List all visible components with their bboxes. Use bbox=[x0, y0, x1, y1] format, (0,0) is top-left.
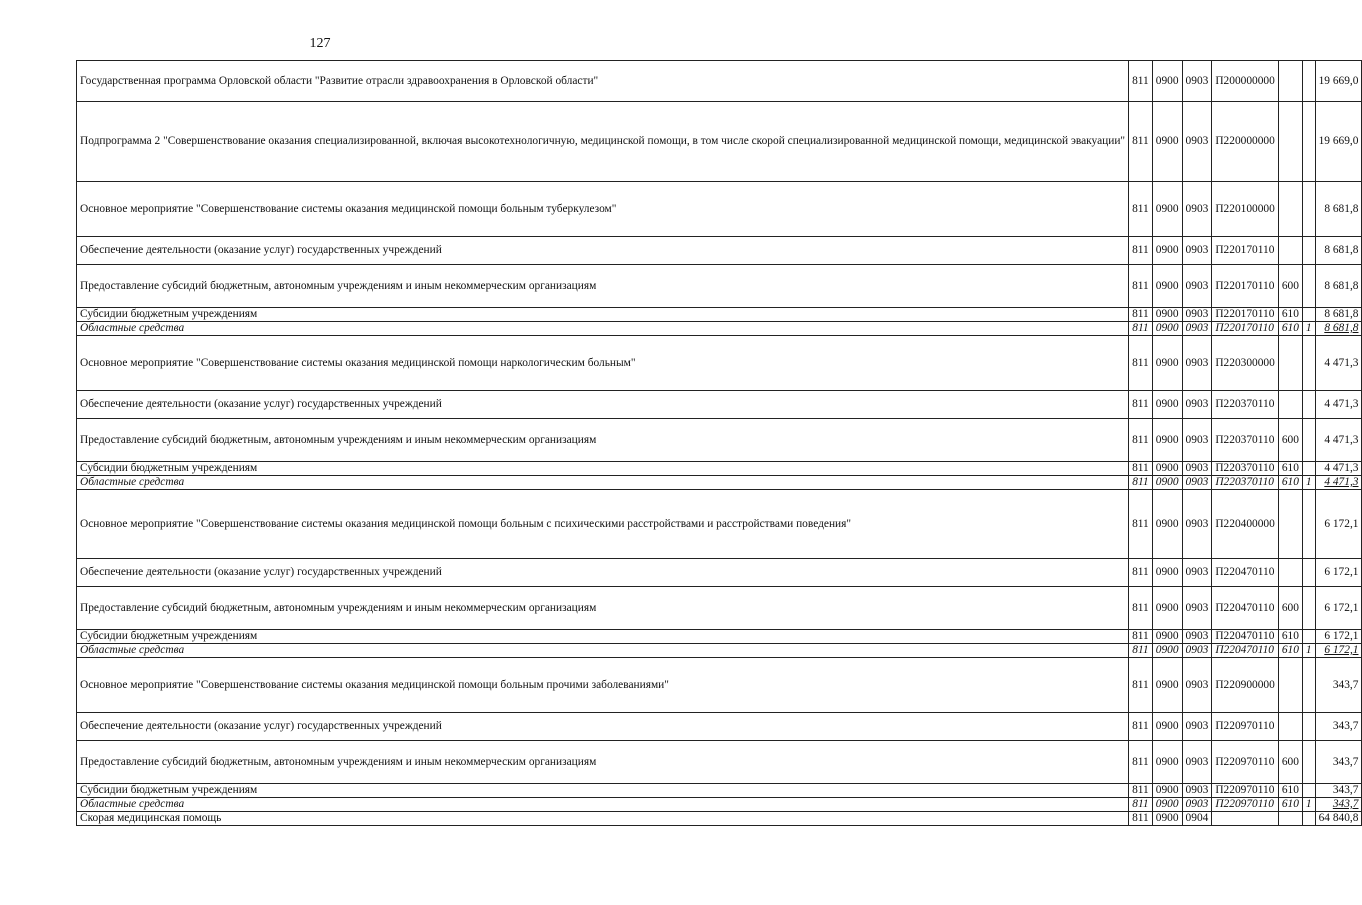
amount: 343,7 bbox=[1315, 658, 1362, 713]
subsection-code: 0903 bbox=[1182, 462, 1212, 476]
funding-source-code bbox=[1302, 102, 1315, 182]
table-row bbox=[77, 391, 1362, 419]
expense-type-code bbox=[1278, 336, 1302, 391]
target-article-code: П220300000 bbox=[1212, 336, 1278, 391]
funding-source-code: 1 bbox=[1302, 798, 1315, 812]
funding-source-code bbox=[1302, 559, 1315, 587]
funding-source-code bbox=[1302, 237, 1315, 265]
subsection-code: 0904 bbox=[1182, 812, 1212, 826]
funding-source-row bbox=[77, 798, 1362, 812]
row-name: Областные средства bbox=[77, 476, 1129, 490]
amount: 8 681,8 bbox=[1315, 265, 1362, 308]
table-row bbox=[77, 102, 1362, 182]
target-article-code: П200000000 bbox=[1212, 61, 1278, 102]
amount: 6 172,1 bbox=[1315, 644, 1362, 658]
ministry-code: 811 bbox=[1129, 490, 1153, 559]
ministry-code: 811 bbox=[1129, 798, 1153, 812]
section-code: 0900 bbox=[1152, 630, 1182, 644]
funding-source-row bbox=[77, 476, 1362, 490]
subsection-code: 0903 bbox=[1182, 61, 1212, 102]
row-name: Субсидии бюджетным учреждениям bbox=[77, 784, 1129, 798]
row-name: Подпрограмма 2 "Совершенствование оказания специализированной, включая высокотехнологичную, медицинской помощи, в том числе скорой специализированной медицинской помощи, медицинской эвакуации" bbox=[77, 102, 1129, 182]
expense-type-code: 610 bbox=[1278, 784, 1302, 798]
target-article-code bbox=[1212, 812, 1278, 826]
expense-type-code bbox=[1278, 812, 1302, 826]
table-row bbox=[77, 713, 1362, 741]
section-code: 0900 bbox=[1152, 61, 1182, 102]
target-article-code: П220370110 bbox=[1212, 476, 1278, 490]
amount: 343,7 bbox=[1315, 798, 1362, 812]
target-article-code: П220970110 bbox=[1212, 741, 1278, 784]
subsection-code: 0903 bbox=[1182, 322, 1212, 336]
table-row bbox=[77, 419, 1362, 462]
target-article-code: П220000000 bbox=[1212, 102, 1278, 182]
funding-source-code: 1 bbox=[1302, 322, 1315, 336]
funding-source-code bbox=[1302, 490, 1315, 559]
expense-type-code: 610 bbox=[1278, 798, 1302, 812]
expense-type-code bbox=[1278, 102, 1302, 182]
subsection-code: 0903 bbox=[1182, 644, 1212, 658]
subsection-code: 0903 bbox=[1182, 182, 1212, 237]
target-article-code: П220470110 bbox=[1212, 559, 1278, 587]
table-row bbox=[77, 587, 1362, 630]
section-code: 0900 bbox=[1152, 237, 1182, 265]
target-article-code: П220370110 bbox=[1212, 419, 1278, 462]
amount: 4 471,3 bbox=[1315, 419, 1362, 462]
subsection-code: 0903 bbox=[1182, 784, 1212, 798]
ministry-code: 811 bbox=[1129, 630, 1153, 644]
amount: 4 471,3 bbox=[1315, 391, 1362, 419]
expense-type-code bbox=[1278, 61, 1302, 102]
table-row bbox=[77, 237, 1362, 265]
table-row bbox=[77, 308, 1362, 322]
row-name: Основное мероприятие "Совершенствование системы оказания медицинской помощи больным с психическими расстройствами и расстройствами поведения" bbox=[77, 490, 1129, 559]
expense-type-code bbox=[1278, 182, 1302, 237]
funding-source-code bbox=[1302, 265, 1315, 308]
section-code: 0900 bbox=[1152, 587, 1182, 630]
section-code: 0900 bbox=[1152, 322, 1182, 336]
row-name: Областные средства bbox=[77, 644, 1129, 658]
section-code: 0900 bbox=[1152, 784, 1182, 798]
funding-source-code bbox=[1302, 391, 1315, 419]
amount: 6 172,1 bbox=[1315, 587, 1362, 630]
ministry-code: 811 bbox=[1129, 559, 1153, 587]
funding-source-code bbox=[1302, 630, 1315, 644]
expense-type-code bbox=[1278, 713, 1302, 741]
amount: 6 172,1 bbox=[1315, 630, 1362, 644]
row-name: Основное мероприятие "Совершенствование системы оказания медицинской помощи наркологическим больным" bbox=[77, 336, 1129, 391]
funding-source-code: 1 bbox=[1302, 644, 1315, 658]
ministry-code: 811 bbox=[1129, 308, 1153, 322]
ministry-code: 811 bbox=[1129, 784, 1153, 798]
amount: 8 681,8 bbox=[1315, 322, 1362, 336]
ministry-code: 811 bbox=[1129, 476, 1153, 490]
target-article-code: П220970110 bbox=[1212, 798, 1278, 812]
row-name: Основное мероприятие "Совершенствование системы оказания медицинской помощи больным прочими заболеваниями" bbox=[77, 658, 1129, 713]
table-row bbox=[77, 61, 1362, 102]
ministry-code: 811 bbox=[1129, 237, 1153, 265]
section-code: 0900 bbox=[1152, 336, 1182, 391]
ministry-code: 811 bbox=[1129, 644, 1153, 658]
target-article-code: П220470110 bbox=[1212, 644, 1278, 658]
ministry-code: 811 bbox=[1129, 419, 1153, 462]
table-row bbox=[77, 265, 1362, 308]
expense-type-code: 600 bbox=[1278, 265, 1302, 308]
ministry-code: 811 bbox=[1129, 587, 1153, 630]
target-article-code: П220170110 bbox=[1212, 265, 1278, 308]
funding-source-code bbox=[1302, 784, 1315, 798]
subsection-code: 0903 bbox=[1182, 658, 1212, 713]
target-article-code: П220100000 bbox=[1212, 182, 1278, 237]
table-row bbox=[77, 490, 1362, 559]
subsection-code: 0903 bbox=[1182, 336, 1212, 391]
ministry-code: 811 bbox=[1129, 658, 1153, 713]
funding-source-code bbox=[1302, 308, 1315, 322]
funding-source-code bbox=[1302, 741, 1315, 784]
ministry-code: 811 bbox=[1129, 713, 1153, 741]
row-name: Обеспечение деятельности (оказание услуг) государственных учреждений bbox=[77, 237, 1129, 265]
funding-source-code bbox=[1302, 812, 1315, 826]
row-name: Основное мероприятие "Совершенствование системы оказания медицинской помощи больным туберкулезом" bbox=[77, 182, 1129, 237]
table-row bbox=[77, 559, 1362, 587]
target-article-code: П220470110 bbox=[1212, 630, 1278, 644]
page-number: 127 bbox=[309, 36, 331, 51]
row-name: Государственная программа Орловской области "Развитие отрасли здравоохранения в Орловской области" bbox=[77, 61, 1129, 102]
ministry-code: 811 bbox=[1129, 462, 1153, 476]
amount: 64 840,8 bbox=[1315, 812, 1362, 826]
subsection-code: 0903 bbox=[1182, 559, 1212, 587]
amount: 343,7 bbox=[1315, 741, 1362, 784]
subsection-code: 0903 bbox=[1182, 476, 1212, 490]
funding-source-row bbox=[77, 644, 1362, 658]
subsection-code: 0903 bbox=[1182, 713, 1212, 741]
amount: 4 471,3 bbox=[1315, 476, 1362, 490]
expense-type-code bbox=[1278, 490, 1302, 559]
table-row bbox=[77, 658, 1362, 713]
table-row bbox=[77, 462, 1362, 476]
expense-type-code: 600 bbox=[1278, 587, 1302, 630]
ministry-code: 811 bbox=[1129, 322, 1153, 336]
target-article-code: П220170110 bbox=[1212, 237, 1278, 265]
target-article-code: П220170110 bbox=[1212, 308, 1278, 322]
section-code: 0900 bbox=[1152, 713, 1182, 741]
amount: 19 669,0 bbox=[1315, 102, 1362, 182]
row-name: Обеспечение деятельности (оказание услуг) государственных учреждений bbox=[77, 391, 1129, 419]
section-code: 0900 bbox=[1152, 265, 1182, 308]
section-code: 0900 bbox=[1152, 476, 1182, 490]
section-code: 0900 bbox=[1152, 798, 1182, 812]
subsection-code: 0903 bbox=[1182, 308, 1212, 322]
funding-source-code bbox=[1302, 658, 1315, 713]
subsection-code: 0903 bbox=[1182, 391, 1212, 419]
amount: 343,7 bbox=[1315, 713, 1362, 741]
section-code: 0900 bbox=[1152, 182, 1182, 237]
expense-type-code: 610 bbox=[1278, 322, 1302, 336]
expense-type-code bbox=[1278, 559, 1302, 587]
amount: 8 681,8 bbox=[1315, 308, 1362, 322]
funding-source-code bbox=[1302, 713, 1315, 741]
row-name: Субсидии бюджетным учреждениям bbox=[77, 462, 1129, 476]
subsection-code: 0903 bbox=[1182, 587, 1212, 630]
row-name: Обеспечение деятельности (оказание услуг) государственных учреждений bbox=[77, 559, 1129, 587]
target-article-code: П220170110 bbox=[1212, 322, 1278, 336]
funding-source-code bbox=[1302, 462, 1315, 476]
table-row bbox=[77, 741, 1362, 784]
expense-type-code: 600 bbox=[1278, 419, 1302, 462]
section-code: 0900 bbox=[1152, 658, 1182, 713]
target-article-code: П220370110 bbox=[1212, 391, 1278, 419]
funding-source-code bbox=[1302, 182, 1315, 237]
amount: 4 471,3 bbox=[1315, 462, 1362, 476]
section-code: 0900 bbox=[1152, 308, 1182, 322]
funding-source-code bbox=[1302, 61, 1315, 102]
row-name: Предоставление субсидий бюджетным, автономным учреждениям и иным некоммерческим организациям bbox=[77, 419, 1129, 462]
target-article-code: П220970110 bbox=[1212, 784, 1278, 798]
section-code: 0900 bbox=[1152, 741, 1182, 784]
budget-table bbox=[76, 60, 1362, 826]
funding-source-code bbox=[1302, 336, 1315, 391]
amount: 4 471,3 bbox=[1315, 336, 1362, 391]
ministry-code: 811 bbox=[1129, 61, 1153, 102]
section-code: 0900 bbox=[1152, 391, 1182, 419]
ministry-code: 811 bbox=[1129, 812, 1153, 826]
expense-type-code bbox=[1278, 658, 1302, 713]
expense-type-code: 610 bbox=[1278, 308, 1302, 322]
amount: 6 172,1 bbox=[1315, 490, 1362, 559]
subsection-code: 0903 bbox=[1182, 490, 1212, 559]
section-code: 0900 bbox=[1152, 559, 1182, 587]
expense-type-code: 610 bbox=[1278, 630, 1302, 644]
row-name: Субсидии бюджетным учреждениям bbox=[77, 308, 1129, 322]
table-row bbox=[77, 182, 1362, 237]
ministry-code: 811 bbox=[1129, 391, 1153, 419]
subsection-code: 0903 bbox=[1182, 798, 1212, 812]
ministry-code: 811 bbox=[1129, 102, 1153, 182]
section-code: 0900 bbox=[1152, 462, 1182, 476]
row-name: Предоставление субсидий бюджетным, автономным учреждениям и иным некоммерческим организациям bbox=[77, 741, 1129, 784]
row-name: Скорая медицинская помощь bbox=[77, 812, 1129, 826]
section-code: 0900 bbox=[1152, 812, 1182, 826]
target-article-code: П220400000 bbox=[1212, 490, 1278, 559]
ministry-code: 811 bbox=[1129, 336, 1153, 391]
amount: 19 669,0 bbox=[1315, 61, 1362, 102]
ministry-code: 811 bbox=[1129, 741, 1153, 784]
ministry-code: 811 bbox=[1129, 182, 1153, 237]
section-code: 0900 bbox=[1152, 102, 1182, 182]
row-name: Обеспечение деятельности (оказание услуг) государственных учреждений bbox=[77, 713, 1129, 741]
expense-type-code: 610 bbox=[1278, 462, 1302, 476]
ministry-code: 811 bbox=[1129, 265, 1153, 308]
expense-type-code: 610 bbox=[1278, 644, 1302, 658]
subsection-code: 0903 bbox=[1182, 419, 1212, 462]
table-row bbox=[77, 630, 1362, 644]
row-name: Областные средства bbox=[77, 322, 1129, 336]
funding-source-code bbox=[1302, 587, 1315, 630]
funding-source-row bbox=[77, 322, 1362, 336]
row-name: Областные средства bbox=[77, 798, 1129, 812]
expense-type-code: 600 bbox=[1278, 741, 1302, 784]
subsection-code: 0903 bbox=[1182, 102, 1212, 182]
amount: 8 681,8 bbox=[1315, 182, 1362, 237]
expense-type-code bbox=[1278, 237, 1302, 265]
funding-source-code bbox=[1302, 419, 1315, 462]
table-row bbox=[77, 336, 1362, 391]
expense-type-code: 610 bbox=[1278, 476, 1302, 490]
table-row bbox=[77, 784, 1362, 798]
section-code: 0900 bbox=[1152, 419, 1182, 462]
section-code: 0900 bbox=[1152, 490, 1182, 559]
amount: 6 172,1 bbox=[1315, 559, 1362, 587]
amount: 8 681,8 bbox=[1315, 237, 1362, 265]
subsection-code: 0903 bbox=[1182, 741, 1212, 784]
target-article-code: П220970110 bbox=[1212, 713, 1278, 741]
target-article-code: П220900000 bbox=[1212, 658, 1278, 713]
section-code: 0900 bbox=[1152, 644, 1182, 658]
row-name: Предоставление субсидий бюджетным, автономным учреждениям и иным некоммерческим организациям bbox=[77, 265, 1129, 308]
amount: 343,7 bbox=[1315, 784, 1362, 798]
target-article-code: П220370110 bbox=[1212, 462, 1278, 476]
table-row bbox=[77, 812, 1362, 826]
row-name: Субсидии бюджетным учреждениям bbox=[77, 630, 1129, 644]
funding-source-code: 1 bbox=[1302, 476, 1315, 490]
subsection-code: 0903 bbox=[1182, 265, 1212, 308]
subsection-code: 0903 bbox=[1182, 630, 1212, 644]
subsection-code: 0903 bbox=[1182, 237, 1212, 265]
target-article-code: П220470110 bbox=[1212, 587, 1278, 630]
expense-type-code bbox=[1278, 391, 1302, 419]
row-name: Предоставление субсидий бюджетным, автономным учреждениям и иным некоммерческим организациям bbox=[77, 587, 1129, 630]
